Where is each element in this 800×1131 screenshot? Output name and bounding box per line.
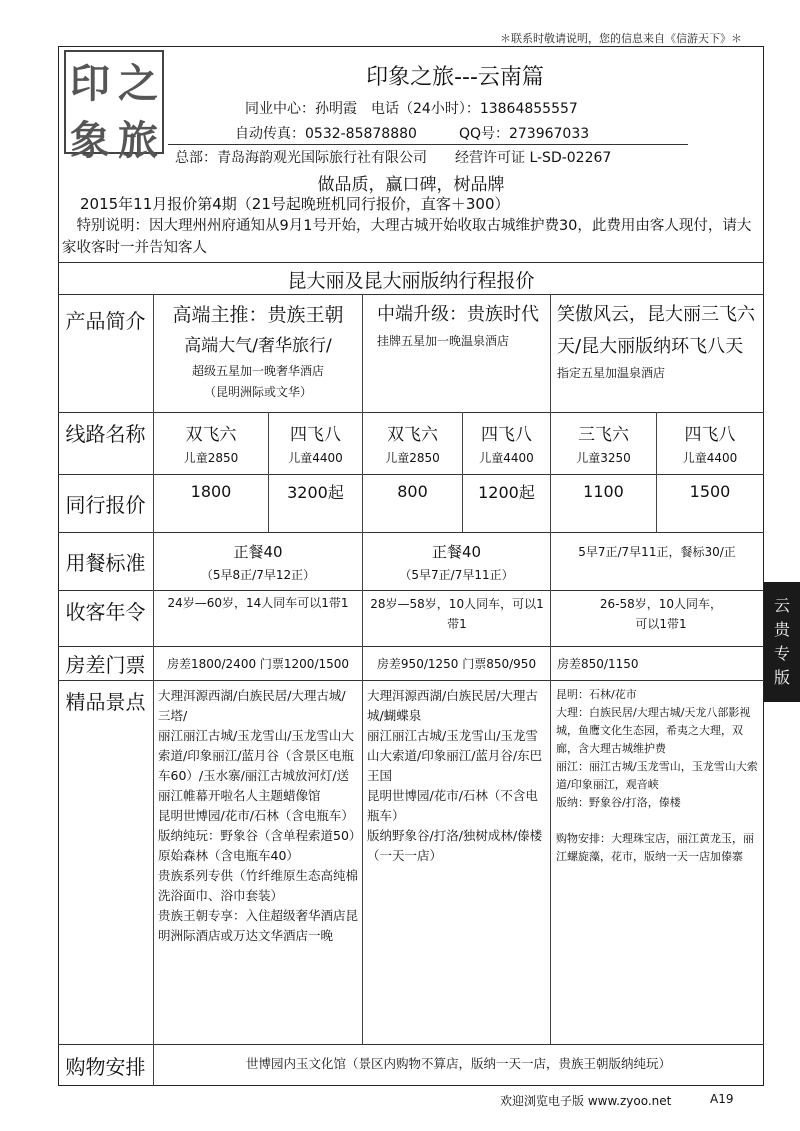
- scenic-item: 版纳：野象谷/打洛，傣楼: [556, 796, 681, 809]
- child-price: 儿童2850: [183, 451, 239, 465]
- meal-detail: （5早7正/7早11正）: [399, 568, 514, 582]
- route-cell: [463, 414, 550, 472]
- scenic-item: 版纳野象谷/打洛/独树成林/傣楼（一天一店）: [367, 828, 543, 863]
- row-rule: [58, 590, 764, 591]
- special-notice: 特别说明：因大理州州府通知从9月1号开始，大理古城开始收取古城维护费30，此费用由客人现付，请大家收客时一并告知客人: [62, 218, 752, 256]
- scenic-item: 版纳纯玩：野象谷（含单程索道50）原始森林（含电瓶车40）: [158, 828, 356, 863]
- row-rule: [58, 412, 764, 413]
- route-name: 四飞八: [481, 425, 532, 445]
- label-room: 房差门票: [65, 652, 146, 677]
- source-note: ＊联系时敬请说明，您的信息来自《信游天下》＊: [500, 32, 742, 45]
- scenic-item: 丽江丽江古城/玉龙雪山/玉龙雪山大索道/印象丽江/蓝月谷（含景区电瓶车60）/玉水寨/丽江古城放河灯/送丽江帷幕开啦名人主题蜡像馆: [158, 728, 354, 803]
- scenic-list: [556, 686, 758, 866]
- meal-standard: [363, 534, 550, 590]
- route-name: 三飞六: [578, 425, 629, 445]
- product-hotel: 指定五星加温泉酒店: [557, 366, 666, 380]
- badge-char: 版: [773, 668, 790, 687]
- scenic-item: 昆明世博园/花市/石林（含电瓶车）: [158, 808, 354, 823]
- meal-standard: [154, 534, 362, 590]
- logo-char: 象: [70, 117, 110, 164]
- child-price: 儿童4400: [682, 451, 738, 465]
- badge-char: 贵: [773, 620, 790, 639]
- scenic-item: 购物安排：大理珠宝店，丽江黄龙玉，丽江螺旋藻，花市，版纳一天一店加傣寨: [556, 832, 754, 863]
- scenic-list: [367, 686, 547, 866]
- price-value: 1200起: [478, 482, 535, 502]
- label-intro: 产品简介: [65, 308, 146, 333]
- scenic-item: 大理洱源西湖/白族民居/大理古城/蝴蝶泉: [367, 688, 538, 723]
- scenic-item: 昆明世博园/花市/石林（不含电瓶车）: [367, 788, 538, 823]
- logo-char: 印: [70, 60, 110, 107]
- contact-line: 同业中心：孙明霞 电话（24小时）：13864855557: [245, 101, 578, 117]
- col-rule: [153, 294, 154, 1086]
- route-name: 双飞六: [185, 425, 237, 445]
- route-name: 四飞八: [290, 425, 341, 445]
- product-title: 笑傲风云，昆大丽三飞六: [557, 304, 755, 325]
- child-price: 儿童2850: [385, 451, 440, 465]
- scenic-list: [158, 686, 358, 946]
- scenic-item: 丽江：丽江古城/玉龙雪山，玉龙雪山大索道/印象丽江，观音峡: [556, 760, 758, 791]
- meal-detail: （5早8正/7早12正）: [200, 568, 316, 582]
- label-route: 线路名称: [65, 421, 146, 446]
- room-ticket: 房差950/1250 门票850/950: [376, 657, 537, 671]
- scenic-item: 大理洱源西湖/白族民居/大理古城/三塔/: [158, 688, 346, 723]
- route-cell: [154, 414, 268, 472]
- product-title: 中端升级：贵族时代: [377, 304, 539, 325]
- scenic-item: 贵族系列专供（竹纤维原生态高纯棉洗浴面巾、浴巾套装）: [158, 868, 359, 903]
- meal-standard: 5早7正/7早11正，餐标30/正: [578, 544, 736, 559]
- table-title-rule: [58, 294, 764, 295]
- label-shopping: 购物安排: [65, 1054, 146, 1079]
- fax-qq-line: 自动传真：0532-85878880 QQ号：273967033: [235, 126, 590, 142]
- route-cell: [363, 414, 462, 472]
- product-hotel: 超级五星加一晚奢华酒店: [191, 364, 324, 378]
- row-rule: [58, 474, 764, 475]
- logo-char: 之: [118, 60, 158, 107]
- label-price: 同行报价: [65, 492, 146, 517]
- label-scenic: 精品景点: [65, 689, 146, 714]
- product-hotel-detail: （昆明洲际或文华）: [203, 385, 312, 399]
- route-cell: [269, 414, 362, 472]
- scenic-item: 昆明：石林/花市: [556, 688, 637, 701]
- age-requirement: 24岁—60岁，14人同车可以1带1: [167, 596, 349, 610]
- label-meal: 用餐标准: [65, 550, 146, 575]
- row-rule: [58, 532, 764, 533]
- scenic-item: 贵族王朝专享：入住超级奢华酒店昆明洲际酒店或万达文华酒店一晚: [158, 908, 359, 943]
- product-intro: [154, 296, 362, 410]
- child-price: 儿童4400: [479, 451, 534, 465]
- badge-char: 专: [773, 644, 790, 663]
- product-hotel: 挂牌五星加一晚温泉酒店: [377, 334, 510, 348]
- price-value: 1500: [689, 481, 731, 501]
- price-value: 800: [397, 481, 428, 501]
- product-intro: [363, 296, 550, 410]
- headquarters-line: 总部：青岛海韵观光国际旅行社有限公司 经营许可证 L-SD-02267: [175, 150, 612, 166]
- scenic-item: 大理：白族民居/大理古城/天龙八部影视城，鱼鹰文化生态园，希夷之大理，双廊，含大理古城维护费: [556, 706, 751, 755]
- route-cell: [657, 414, 763, 472]
- age-requirement: 28岁—58岁，10人同车，可以1带1: [370, 597, 544, 631]
- page-title: 印象之旅---云南篇: [366, 65, 544, 90]
- table-top-rule: [58, 262, 764, 263]
- row-rule: [58, 680, 764, 681]
- scenic-item: 丽江丽江古城/玉龙雪山/玉龙雪山大索道/印象丽江/蓝月谷/东巴王国: [367, 728, 543, 783]
- footer-link[interactable]: 欢迎浏览电子版 www.zyoo.net: [500, 1094, 672, 1108]
- page-number: A19: [710, 1092, 734, 1106]
- label-age: 收客年令: [65, 599, 146, 624]
- region-badge: [764, 582, 800, 702]
- route-cell: [551, 414, 656, 472]
- room-ticket: 房差1800/2400 门票1200/1500: [166, 657, 350, 671]
- company-logo: [64, 50, 164, 164]
- meal-main: 正餐40: [233, 543, 283, 561]
- route-name: 双飞六: [387, 425, 438, 445]
- price-value: 1800: [190, 481, 232, 501]
- header-divider: [168, 144, 688, 145]
- route-name: 四飞八: [684, 425, 736, 445]
- logo-char: 旅: [118, 117, 158, 164]
- product-subtitle: 天/昆大丽版纳环飞八天: [557, 336, 744, 357]
- room-ticket: 房差850/1150: [557, 657, 639, 671]
- age-requirement: 26-58岁，10人同车，可以1带1: [599, 597, 723, 631]
- slogan: 做品质，赢口碑，树品牌: [317, 175, 505, 195]
- issue-line: 2015年11月报价第4期（21号起晚班机同行报价，直客＋300）: [80, 195, 510, 213]
- table-title: 昆大丽及昆大丽版纳行程报价: [287, 270, 535, 292]
- product-intro: [551, 296, 763, 410]
- product-title: 高端主推：贵族王朝: [172, 304, 344, 326]
- price-value: 3200起: [287, 482, 344, 502]
- child-price: 儿童3250: [576, 451, 631, 465]
- product-subtitle: 高端大气/奢华旅行/: [184, 336, 332, 356]
- badge-char: 云: [773, 596, 790, 615]
- shopping-arrangement: 世博园内玉文化馆（景区内购物不算店，版纳一天一店，贵族王朝版纳纯玩）: [245, 1056, 671, 1071]
- price-value: 1100: [583, 481, 624, 501]
- meal-main: 正餐40: [431, 543, 482, 561]
- child-price: 儿童4400: [288, 451, 343, 465]
